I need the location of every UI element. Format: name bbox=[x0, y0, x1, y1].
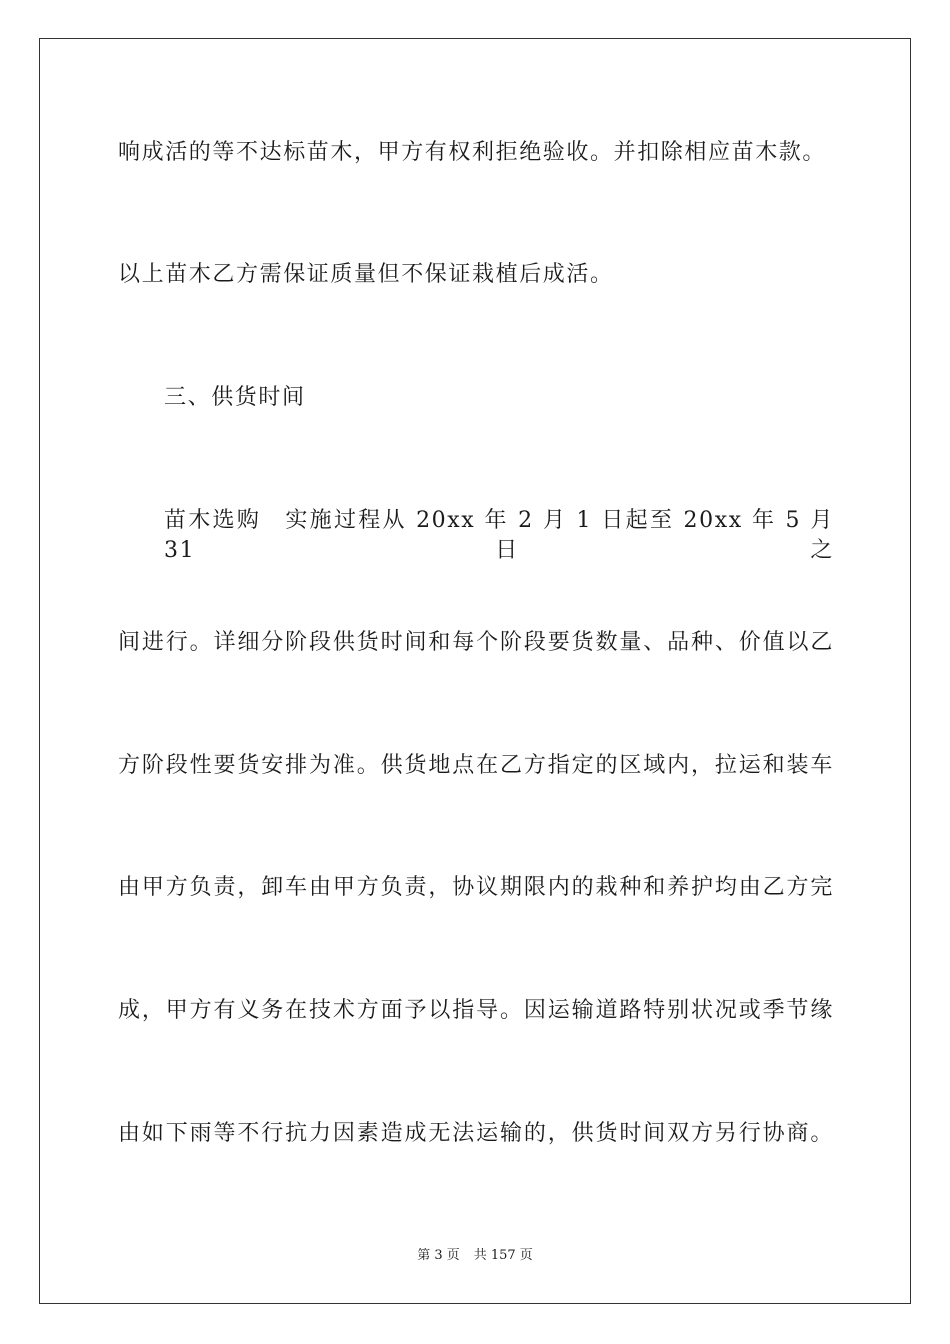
body-line-2: 以上苗木乙方需保证质量但不保证栽植后成活。 bbox=[118, 262, 614, 287]
body-line-6: 方阶段性要货安排为准。供货地点在乙方指定的区域内，拉运和装车 bbox=[118, 753, 834, 778]
body-line-8: 成，甲方有义务在技术方面予以指导。因运输道路特别状况或季节缘 bbox=[118, 998, 834, 1023]
page-total: 共 157 页 bbox=[473, 1248, 533, 1263]
body-line-7: 由甲方负责，卸车由甲方负责，协议期限内的栽种和养护均由乙方完 bbox=[118, 875, 834, 900]
page-footer bbox=[0, 1247, 950, 1265]
section-heading: 三、供货时间 bbox=[164, 385, 306, 410]
body-line-4: 苗木选购 实施过程从 20xx 年 2 月 1 日起至 20xx 年 5 月 31 日之 bbox=[164, 508, 834, 563]
page-border bbox=[39, 38, 911, 1304]
body-line-9: 由如下雨等不行抗力因素造成无法运输的，供货时间双方另行协商。 bbox=[118, 1121, 834, 1146]
body-line-5: 间进行。详细分阶段供货时间和每个阶段要货数量、品种、价值以乙 bbox=[118, 630, 834, 655]
page-number: 第 3 页 bbox=[417, 1248, 460, 1263]
body-line-1: 响成活的等不达标苗木，甲方有权利拒绝验收。并扣除相应苗木款。 bbox=[118, 140, 827, 165]
